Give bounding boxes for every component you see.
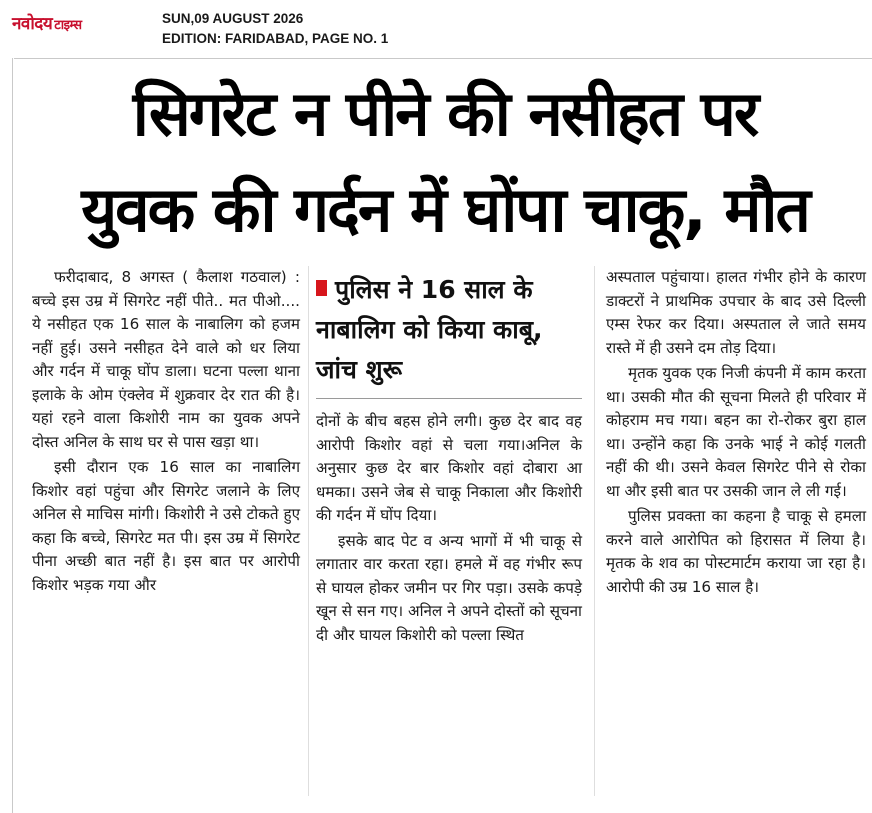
column3-paragraph-1: अस्पताल पहुंचाया। हालत गंभीर होने के कारण डाक्टरों ने प्राथमिक उपचार के बाद उसे दिल्ली एम्स रेफर कर दिया। अस्पताल ले जाते समय रास्ते में ही उसने दम तोड़ दिया। <box>606 268 866 357</box>
column-gutter-1 <box>308 266 309 796</box>
left-margin-rule <box>12 58 13 813</box>
column3-paragraph-3: पुलिस प्रवक्ता का कहना है चाकू से हमला करने वाले आरोपित को हिरासत में लिया है। मृतक के शव का पोस्टमार्टम कराया जा रहा है। आरोपी की उम्र 16 साल है। <box>606 507 866 596</box>
subheadline-text: पुलिस ने 16 साल के नाबालिग को किया काबू, जांच शुरू <box>316 275 543 384</box>
column1-paragraph-1: फरीदाबाद, 8 अगस्त ( कैलाश गठवाल) : बच्चे इस उम्र में सिगरेट नहीं पीते.. मत पीओ.... ये नसीहत एक 16 साल के नाबालिग को हजम नहीं हुई। उसने नसीहत देने वाले को धर लिया और गर्दन में चाकू घोंप डाला। घटना पल्ला थाना इलाके के ओम एंक्लेव में शुक्रवार देर रात की है। यहां रहने वाला किशोरी नाम का युवक अपने दोस्त अनिल के साथ घर से पास खड़ा था। <box>32 268 300 451</box>
header-divider <box>14 58 872 59</box>
logo-sub-text: टाइम्स <box>54 18 82 33</box>
article-headline <box>22 66 868 258</box>
article-column-1 <box>32 266 300 597</box>
article-column-2 <box>316 410 582 647</box>
red-square-bullet-icon <box>316 280 327 296</box>
article-column-3 <box>606 266 866 599</box>
column-gutter-2 <box>594 266 595 796</box>
logo-main-text: नवोदय <box>12 14 53 34</box>
subheadline-divider <box>316 398 582 399</box>
column1-paragraph-2: इसी दौरान एक 16 साल का नाबालिग किशोर वहां पहुंचा और सिगरेट जलाने के लिए अनिल से माचिस मांगी। किशोरी ने उसे टोकते हुए कहा कि बच्चे, सिगरेट मत पी। इस उम्र में सिगरेट पीना अच्छी बात नहीं है। इस बात पर आरोपी किशोर भड़क गया और <box>32 458 300 594</box>
headline-line-2: युवक की गर्दन में घोंपा चाकू, मौत <box>81 173 809 246</box>
edition-line: EDITION: FARIDABAD, PAGE NO. 1 <box>162 31 389 46</box>
article-subheadline <box>316 270 582 390</box>
column2-paragraph-1: दोनों के बीच बहस होने लगी। कुछ देर बाद वह आरोपी किशोर वहां से चला गया।अनिल के अनुसार कुछ देर बार किशोर वहां दोबारा आ धमका। उसने जेब से चाकू निकाला और किशोरी की गर्दन में घोंप दिया। <box>316 412 582 524</box>
column2-paragraph-2: इसके बाद पेट व अन्य भागों में भी चाकू से लगातार वार करता रहा। हमले में वह गंभीर रूप से घायल होकर जमीन पर गिर पड़ा। उसके कपड़े खून से सन गए। अनिल ने अपने दोस्तों को सूचना दी और घायल किशोरी को पल्ला स्थित <box>316 531 582 644</box>
newspaper-logo[interactable] <box>12 11 82 34</box>
date-line: SUN,09 AUGUST 2026 <box>162 11 304 26</box>
headline-line-1: सिगरेट न पीने की नसीहत पर <box>132 77 758 150</box>
column3-paragraph-2: मृतक युवक एक निजी कंपनी में काम करता था। उसकी मौत की सूचना मिलते ही परिवार में कोहराम मच गया। बहन का रो-रोकर बुरा हाल था। उन्होंने कहा कि उनके भाई ने कोई गलती नहीं की थी। उसने केवल सिगरेट पीने से रोका था और इसी बात पर उसकी जान ले ली गई। <box>606 364 866 500</box>
masthead <box>0 0 872 58</box>
edition-info <box>162 9 388 49</box>
